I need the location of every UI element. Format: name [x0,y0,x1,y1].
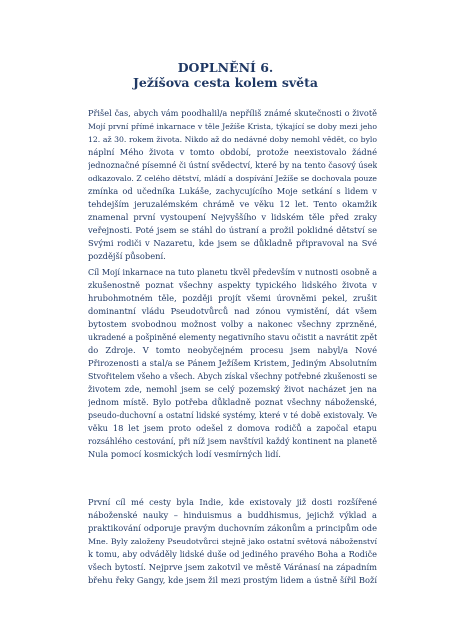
page-title: DOPLNĚNÍ 6. [177,60,274,75]
text-line: k tomu, aby odváděly lidské duše od jediného pravého Boha a Rodiče [88,549,377,559]
text-line: pozdější působení. [88,251,166,261]
text-line: zkušenostně poznat všechny aspekty typického lidského života v [88,280,377,290]
text-line: bytostem svobodnou možnost volby a nakonec všechny zprzněné, [88,319,377,329]
text-line: Cíl Mojí inkarnace na tuto planetu tkvěl především v nutnosti osobně a [88,268,377,277]
page-subtitle: Ježíšova cesta kolem světa [132,75,319,90]
text-line: jednom místě. Bylo potřeba důkladně poznat všechny náboženské, [88,397,377,407]
text-line: 12. až 30. rokem života. Nikdo až do nedávné doby nemohl vědět, co bylo [88,135,377,144]
text-line: rozsáhlého cestování, při níž jsem navštívil každý kontinent na planetě [88,437,377,446]
text-line: zmínka od učedníka Lukáše, zachycujícího Moje setkání s lidem v [88,186,377,196]
text-line: veřejnosti. Poté jsem se stáhl do ústraní a prožil poklidné dětství se [88,225,377,235]
text-line: náplní Mého života v tomto období, protože neexistovalo žádné [88,147,377,157]
text-line: Mojí první přímé inkarnace v těle Ježíše Krista, týkající se doby mezi jeho [88,122,377,131]
text-line: věku 18 let jsem proto odešel z domova rodičů a započal etapu [88,423,377,433]
text-line: náboženské nauky – hinduismus a buddhismus, jejichž výklad a [88,510,377,520]
text-line: ukradené a pošpiněné elementy negativního stavu očistit a navrátit zpět [88,333,377,342]
text-line: odkazovalo. Z celého dětství, mládí a dospívání Ježíše se dochovala pouze [88,174,377,183]
paragraph-1 [88,107,377,263]
text-line: jednoznačné písemné či ústní svědectví, které by na tento časový úsek [88,160,377,170]
text-line: praktikování odporuje pravým duchovním zákonům a principům ode [88,523,377,533]
text-line: Nula pomocí kosmických lodí vesmírných lidí. [88,449,281,459]
text-line: dominantní vládu Pseudotvůrců nad zónou vymistění, dát všem [88,306,377,316]
text-line: tehdejším jeruzalémském chrámě ve věku 12 let. Tento okamžik [88,199,377,209]
text-line: do Zdroje. V tomto neobyčejném procesu jsem nabyl/a Nové [88,345,377,355]
text-line: životem zde, nemohl jsem se celý pozemský život nacházet jen na [88,384,377,394]
text-line: Mne. Byly založeny Pseudotvůrci stejně jako ostatní světová náboženství [88,537,377,546]
paragraph-2 [88,266,377,461]
text-line: Stvořitelem všeho a všech. Abych získal všechny potřebné zkušenosti se [88,372,377,381]
text-line: Přišel čas, abych vám poodhalil/a nepříliš známé skutečnosti o životě [88,108,377,118]
paragraph-3 [88,496,377,587]
text-line: pseudo-duchovní a ostatní lidské systémy, které v té době existovaly. Ve [88,411,377,420]
text-line: všech bytostí. Nejprve jsem zakotvil ve městě Váránasí na západním [88,562,377,572]
text-line: Přirozenosti a stal/a se Pánem Ježíšem Kristem, Jediným Absolutním [88,358,377,368]
text-line: Svými rodiči v Nazaretu, kde jsem se důkladně připravoval na Své [88,238,377,248]
text-line: břehu řeky Gangy, kde jsem žil mezi prostým lidem a ústně šířil Boží [88,575,377,585]
text-line: znamenal první vystoupení Nejvyššího v lidském těle před zraky [88,212,377,222]
text-line: hrubohmotném těle, později projít všemi úrovněmi pekel, zrušit [88,293,377,303]
text-line: První cíl mé cesty byla Indie, kde existovaly již dosti rozšířené [88,497,377,507]
